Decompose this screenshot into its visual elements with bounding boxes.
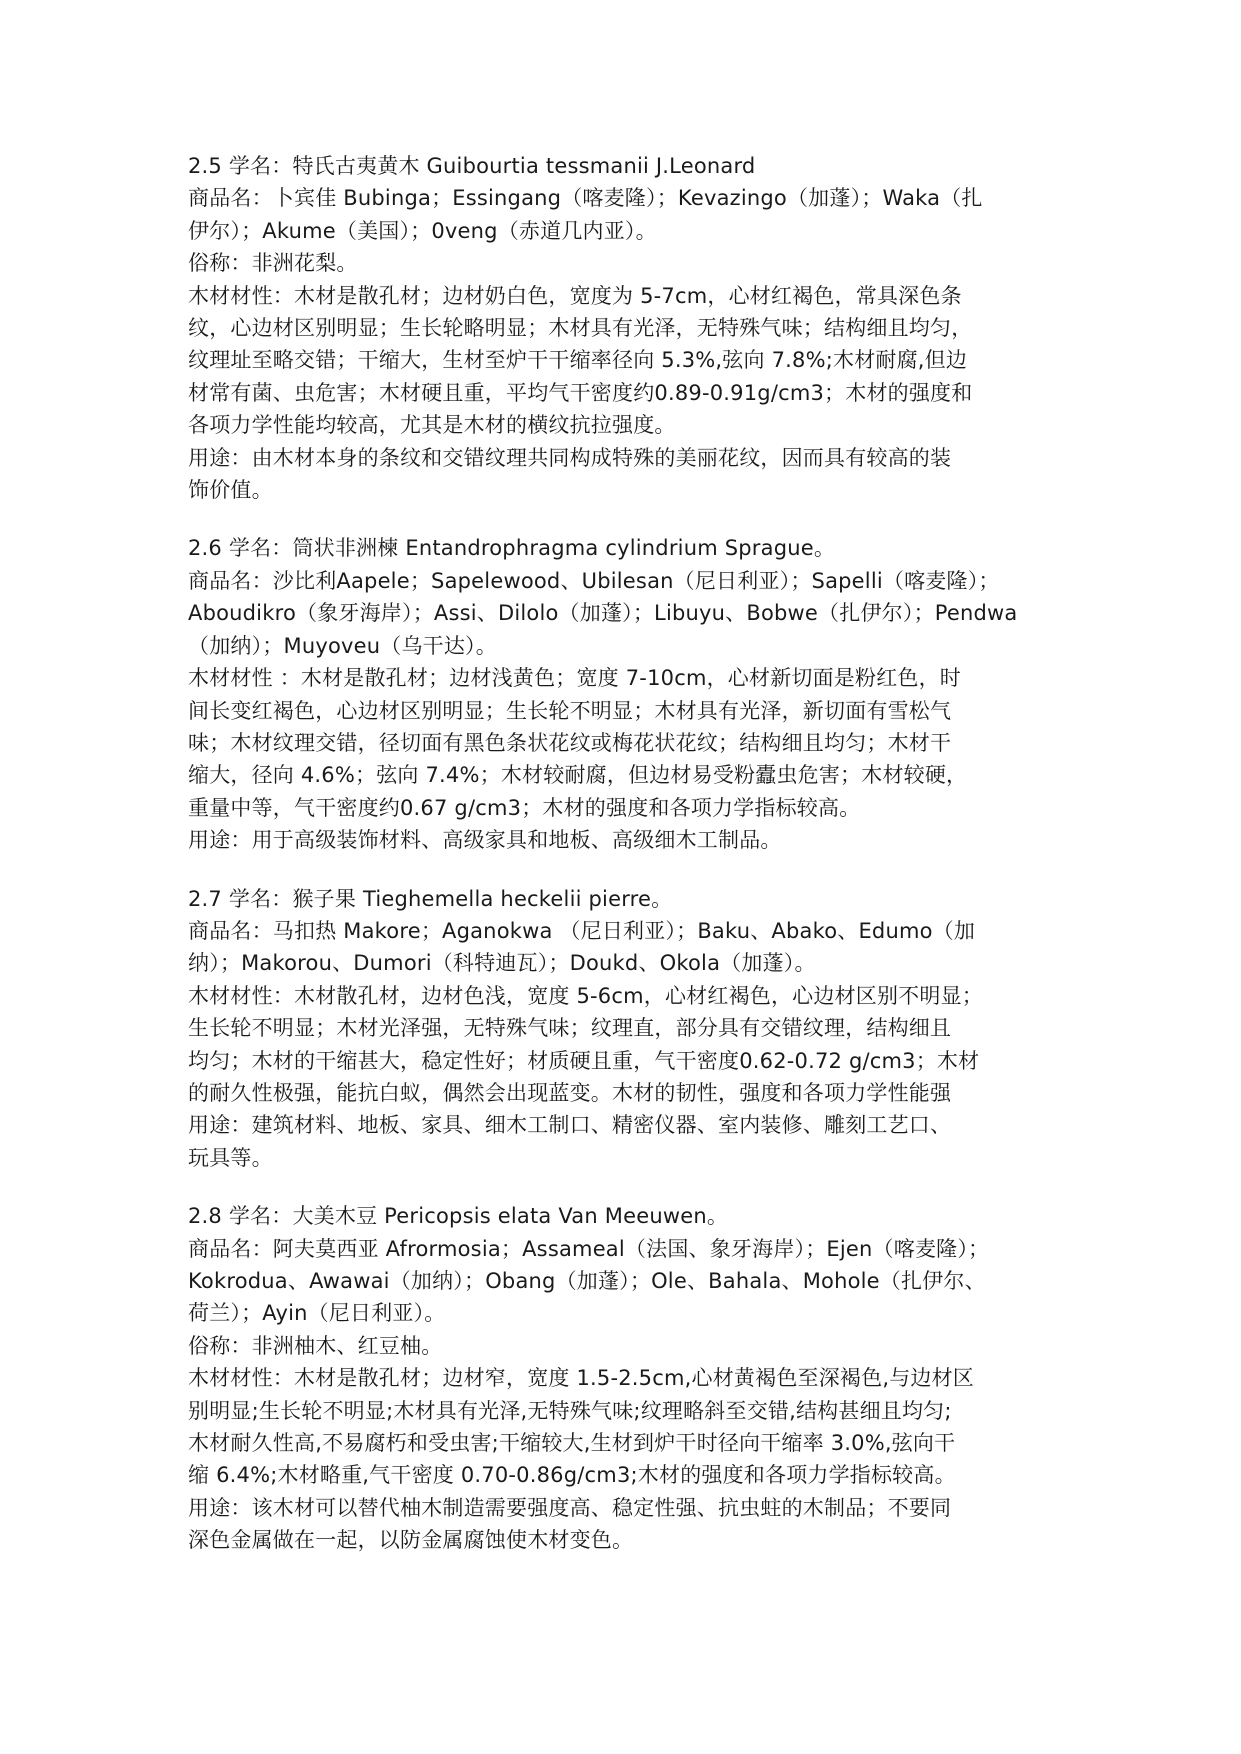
text-line: Kokrodua、Awawai（加纳）；Obang（加蓬）；Ole、Bahala、Mohole（扎伊尔、 <box>188 1269 986 1293</box>
text-line: 俗称：非洲花梨。 <box>188 251 358 276</box>
text-line: 木材材性：木材是散孔材；边材奶白色，宽度为 5-7cm，心材红褐色，常具深色条 <box>188 283 962 308</box>
text-line: 用途：由木材本身的条纹和交错纹理共同构成特殊的美丽花纹，因而具有较高的装 <box>188 445 952 470</box>
text-line: 间长变红褐色，心边材区别明显；生长轮不明显；木材具有光泽，新切面有雪松气 <box>188 698 952 723</box>
section-title: 2.7 学名：猴子果 Tieghemella heckelii pierre。 <box>188 886 673 911</box>
text-line: 商品名：马扣热 Makore；Aganokwa （尼日利亚）；Baku、Abako、Edumo（加 <box>188 918 976 943</box>
text-line: Aboudikro（象牙海岸）；Assi、Dilolo（加蓬）；Libuyu、Bobwe（扎伊尔）；Pendwa <box>188 601 1018 626</box>
text-line: 木材材性：木材散孔材，边材色浅，宽度 5-6cm，心材红褐色，心边材区别不明显； <box>188 983 983 1008</box>
text-line: 伊尔）；Akume（美国）；0veng（赤道几内亚）。 <box>188 218 657 243</box>
section-2-6 <box>188 532 1068 856</box>
text-line: 纹，心边材区别明显；生长轮略明显；木材具有光泽，无特殊气味；结构细且均匀， <box>188 316 973 341</box>
section-2-7 <box>188 883 1068 1175</box>
text-line: 生长轮不明显；木材光泽强，无特殊气味；纹理直，部分具有交错纹理，结构细且 <box>188 1016 952 1041</box>
text-line: 缩大，径向 4.6%；弦向 7.4%；木材较耐腐，但边材易受粉蠹虫危害；木材较硬， <box>188 763 968 788</box>
text-line: 纳）；Makorou、Dumori（科特迪瓦）；Doukd、Okola（加蓬）。 <box>188 951 816 976</box>
text-line: 荷兰）；Ayin（尼日利亚）。 <box>188 1301 446 1326</box>
text-line: 玩具等。 <box>188 1145 273 1170</box>
text-line: 重量中等，气干密度约0.67 g/cm3；木材的强度和各项力学指标较高。 <box>188 795 861 820</box>
text-line: （加纳）；Muyoveu（乌干达）。 <box>188 633 497 658</box>
text-line: 用途：用于高级装饰材料、高级家具和地板、高级细木工制品。 <box>188 828 782 853</box>
text-line: 纹理址至略交错；干缩大，生材至炉干干缩率径向 5.3%,弦向 7.8%;木材耐腐,但边 <box>188 348 968 373</box>
text-line: 俗称：非洲柚木、红豆柚。 <box>188 1333 443 1358</box>
text-line: 木材耐久性高,不易腐朽和受虫害;干缩较大,生材到炉干时径向干缩率 3.0%,弦向干 <box>188 1431 956 1456</box>
document-page <box>188 150 1068 1583</box>
section-title: 2.5 学名：特氏古夷黄木 Guibourtia tessmanii J.Leonard <box>188 154 756 178</box>
text-line: 味；木材纹理交错，径切面有黑色条状花纹或梅花状花纹；结构细且均匀；木材干 <box>188 730 952 755</box>
text-line: 别明显;生长轮不明显;木材具有光泽,无特殊气味;纹理略斜至交错,结构甚细且均匀; <box>188 1398 952 1423</box>
text-line: 木材材性：木材是散孔材；边材窄，宽度 1.5-2.5cm,心材黄褐色至深褐色,与边材区 <box>188 1366 974 1391</box>
text-line: 材常有菌、虫危害；木材硬且重，平均气干密度约0.89-0.91g/cm3；木材的强度和 <box>188 380 973 405</box>
section-2-8 <box>188 1200 1068 1556</box>
text-line: 用途：该木材可以替代柚木制造需要强度高、稳定性强、抗虫蛀的木制品；不要同 <box>188 1495 952 1520</box>
text-line: 深色金属做在一起，以防金属腐蚀使木材变色。 <box>188 1528 634 1553</box>
section-title: 2.6 学名：筒状非洲楝 Entandrophragma cylindrium Sprague。 <box>188 536 836 561</box>
section-2-5 <box>188 150 1068 506</box>
text-line: 商品名：卜宾佳 Bubinga；Essingang（喀麦隆）；Kevazingo（加蓬）；Waka（扎 <box>188 186 983 211</box>
text-line: 缩 6.4%;木材略重,气干密度 0.70-0.86g/cm3;木材的强度和各项力学指标较高。 <box>188 1463 956 1488</box>
text-line: 商品名：阿夫莫西亚 Afrormosia；Assameal（法国、象牙海岸）；Ejen（喀麦隆）； <box>188 1236 990 1261</box>
text-line: 木材材性 ：木材是散孔材；边材浅黄色；宽度 7-10cm，心材新切面是粉红色，时 <box>188 666 962 691</box>
section-title: 2.8 学名：大美木豆 Pericopsis elata Van Meeuwen。 <box>188 1204 729 1229</box>
text-line: 商品名：沙比利Aapele；Sapelewood、Ubilesan（尼日利亚）；Sapelli（喀麦隆）； <box>188 568 1000 593</box>
text-line: 饰价值。 <box>188 478 273 503</box>
text-line: 的耐久性极强，能抗白蚁，偶然会出现蓝变。木材的韧性，强度和各项力学性能强 <box>188 1080 952 1105</box>
text-line: 均匀；木材的干缩甚大，稳定性好；材质硬且重，气干密度0.62-0.72 g/cm3；木材 <box>188 1048 980 1073</box>
text-line: 用途：建筑材料、地板、家具、细木工制口、精密仪器、室内装修、雕刻工艺口、 <box>188 1113 952 1138</box>
text-line: 各项力学性能均较高，尤其是木材的横纹抗拉强度。 <box>188 413 676 438</box>
